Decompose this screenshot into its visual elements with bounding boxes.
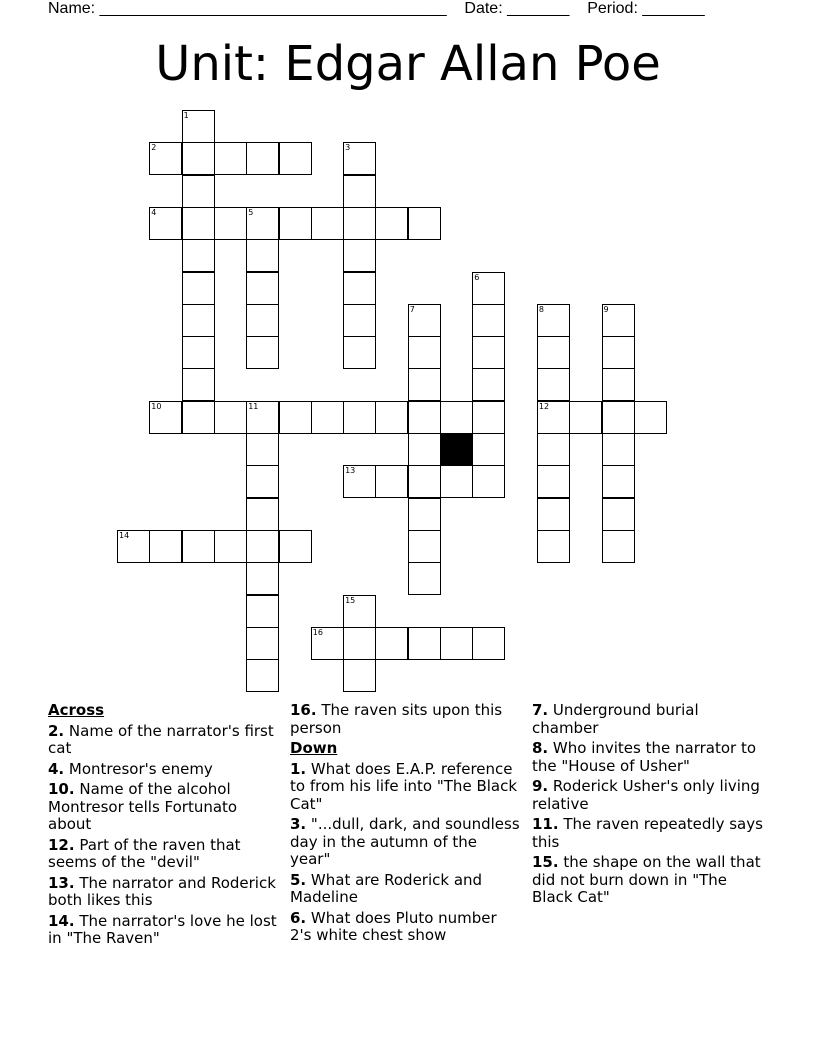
clue-across-13: 13. The narrator and Roderick both likes this [48,873,276,909]
crossword-cell[interactable] [408,304,441,337]
crossword-cell[interactable] [246,595,279,628]
clue-across-12: 12. Part of the raven that seems of the "devil" [48,835,241,871]
cell-number: 15 [345,595,356,605]
clue-down-3: 3. "...dull, dark, and soundless day in the autumn of the year" [290,815,520,868]
crossword-cell[interactable] [311,207,344,240]
crossword-cell[interactable] [182,272,215,305]
clue-column-2 [290,702,522,948]
clue-down-9: 9. Roderick Usher's only living relative [532,777,760,813]
crossword-cell[interactable] [182,530,215,563]
crossword-cell[interactable] [537,530,570,563]
crossword-cell[interactable] [602,530,635,563]
page-title: Unit: Edgar Allan Poe [155,36,661,92]
crossword-cell[interactable] [375,207,408,240]
cell-number: 8 [538,304,544,314]
crossword-cell[interactable] [375,627,408,660]
crossword-cell[interactable] [343,239,376,272]
clue-across-4: 4. Montresor's enemy [48,759,213,778]
crossword-cell[interactable] [182,142,215,175]
crossword-cell[interactable] [311,401,344,434]
crossword-cell[interactable] [149,401,182,434]
crossword-cell[interactable] [246,627,279,660]
clue-across-2: 2. Name of the narrator's first cat [48,721,274,757]
crossword-cell[interactable] [472,433,505,466]
crossword-cell[interactable] [440,401,473,434]
cell-number: 4 [151,207,157,217]
cell-number: 2 [151,143,157,153]
crossword-cell[interactable] [182,207,215,240]
across-heading: Across [48,701,105,719]
cell-number: 10 [151,401,162,411]
crossword-cell[interactable] [149,530,182,563]
crossword-cell[interactable] [343,142,376,175]
crossword-cell[interactable] [602,433,635,466]
crossword-cell[interactable] [279,401,312,434]
crossword-cell[interactable] [472,304,505,337]
crossword-cell[interactable] [537,498,570,531]
crossword-cell[interactable] [440,465,473,498]
crossword-cell[interactable] [343,627,376,660]
period-blank[interactable]: _______ [642,0,705,17]
clue-down-5: 5. What are Roderick and Madeline [290,870,483,906]
cell-number: 9 [603,304,609,314]
crossword-cell[interactable] [214,207,247,240]
crossword-cell[interactable] [472,272,505,305]
crossword-cell[interactable] [182,304,215,337]
crossword-cell[interactable] [343,595,376,628]
crossword-cell[interactable] [602,304,635,337]
period-label: Period: [587,0,638,17]
crossword-cell[interactable] [343,401,376,434]
cell-number: 1 [183,111,189,120]
crossword-cell[interactable] [537,465,570,498]
crossword-cell[interactable] [182,368,215,401]
crossword-cell[interactable] [440,627,473,660]
clue-across-10: 10. Name of the alcohol Montresor tells Fortunato about [48,780,238,833]
crossword-cell[interactable] [149,142,182,175]
crossword-cell[interactable] [311,627,344,660]
crossword-cell[interactable] [472,401,505,434]
cell-number: 7 [409,304,415,314]
crossword-cell[interactable] [214,401,247,434]
crossword-cell[interactable] [182,401,215,434]
crossword-cell[interactable] [246,562,279,595]
cell-number: 6 [474,272,480,282]
crossword-cell[interactable] [182,336,215,369]
crossword-cell[interactable] [537,433,570,466]
crossword-cell[interactable] [408,401,441,434]
crossword-cell[interactable] [472,465,505,498]
crossword-cell[interactable] [343,659,376,692]
cell-number: 16 [312,627,323,637]
crossword-cell[interactable] [246,304,279,337]
crossword-cell[interactable] [343,336,376,369]
crossword-cell[interactable] [214,142,247,175]
crossword-cell[interactable] [408,562,441,595]
black-square [440,433,473,466]
crossword-cell[interactable] [408,465,441,498]
crossword-cell[interactable] [602,368,635,401]
crossword-cell[interactable] [472,627,505,660]
crossword-cell[interactable] [375,401,408,434]
crossword-cell[interactable] [343,465,376,498]
crossword-cell[interactable] [246,530,279,563]
crossword-cell[interactable] [408,498,441,531]
crossword-cell[interactable] [246,207,279,240]
crossword-cell[interactable] [472,368,505,401]
crossword-cell[interactable] [182,239,215,272]
clue-across-16: 16. The raven sits upon this person [290,701,503,737]
cell-number: 13 [345,466,356,476]
clue-down-6: 6. What does Pluto number 2's white chest show [290,908,497,944]
cell-number: 11 [248,401,259,411]
clue-down-7: 7. Underground burial chamber [532,701,699,737]
crossword-cell[interactable] [537,368,570,401]
crossword-cell[interactable] [602,465,635,498]
crossword-cell[interactable] [408,336,441,369]
clue-column-1 [48,702,280,951]
crossword-cell[interactable] [408,368,441,401]
crossword-cell[interactable] [246,142,279,175]
crossword-cell[interactable] [182,110,215,143]
crossword-cell[interactable] [537,401,570,434]
crossword-cell[interactable] [246,401,279,434]
crossword-cell[interactable] [408,530,441,563]
date-blank[interactable]: _______ [507,0,570,17]
name-blank[interactable]: _______________________________________ [99,0,447,17]
crossword-cell[interactable] [214,530,247,563]
crossword-cell[interactable] [343,272,376,305]
date-label: Date: [464,0,503,17]
crossword-cell[interactable] [117,530,150,563]
crossword-cell[interactable] [246,465,279,498]
clue-column-3 [532,702,764,910]
crossword-cell[interactable] [279,142,312,175]
crossword-cell[interactable] [602,401,635,434]
crossword-cell[interactable] [343,207,376,240]
crossword-cell[interactable] [569,401,602,434]
crossword-cell[interactable] [279,207,312,240]
cell-number: 12 [538,401,550,411]
crossword-cell[interactable] [182,175,215,208]
crossword-cell[interactable] [602,336,635,369]
clue-across-14: 14. The narrator's love he lost in "The Raven" [48,911,277,947]
crossword-cell[interactable] [149,207,182,240]
crossword-cell[interactable] [537,304,570,337]
cell-number: 3 [345,143,351,153]
name-label: Name: [48,0,96,17]
crossword-cell[interactable] [343,304,376,337]
down-heading: Down [290,739,338,757]
crossword-cell[interactable] [246,659,279,692]
clue-down-1: 1. What does E.A.P. reference to from his life into "The Black Cat" [290,759,518,813]
crossword-cell[interactable] [246,272,279,305]
crossword-cell[interactable] [408,627,441,660]
crossword-cell[interactable] [537,336,570,369]
crossword-cell[interactable] [375,465,408,498]
crossword-cell[interactable] [246,239,279,272]
clue-down-8: 8. Who invites the narrator to the "House of Usher" [532,739,757,775]
cell-number: 5 [248,207,254,217]
clue-down-11: 11. The raven repeatedly says this [532,815,763,851]
crossword-cell[interactable] [408,207,441,240]
crossword-cell[interactable] [634,401,667,434]
crossword-cell[interactable] [246,433,279,466]
crossword-cell[interactable] [343,175,376,208]
crossword-cell[interactable] [408,433,441,466]
crossword-cell[interactable] [246,498,279,531]
crossword-cell[interactable] [472,336,505,369]
student-info-header [48,0,705,18]
crossword-cell[interactable] [246,336,279,369]
crossword-cell[interactable] [602,498,635,531]
cell-number: 14 [119,530,130,540]
clue-down-15: 15. the shape on the wall that did not burn down in "The Black Cat" [532,853,761,906]
crossword-cell[interactable] [279,530,312,563]
